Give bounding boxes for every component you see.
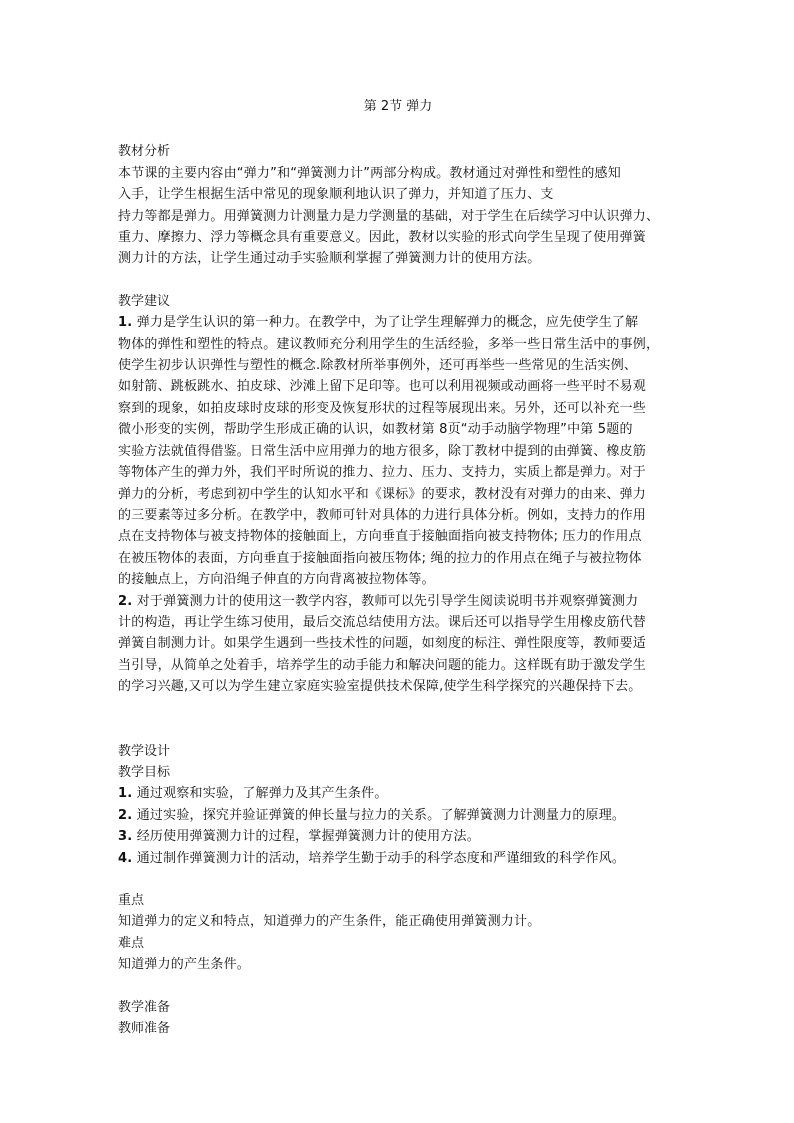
- suggestion-line: 如射箭、跳板跳水、拍皮球、沙滩上留下足印等。也可以利用视频或动画将一些平时不易观: [118, 379, 647, 395]
- objective-item: [118, 783, 678, 804]
- teacher-preparation-heading: 教师准备: [118, 1021, 171, 1037]
- objective-item: [118, 805, 678, 826]
- suggestion-line: 使学生初步认识弹性与塑性的概念.除教材所举事例外，还可再举些一些常见的生活实例、: [118, 358, 638, 374]
- suggestion-line: 弹簧自制测力计。如果学生遇到一些技术性的问题，如刻度的标注、弹性限度等，教师要适: [118, 636, 647, 652]
- objective-item: [118, 848, 678, 869]
- analysis-line: 入手，让学生根据生活中常见的现象顺利地认识了弹力，并知道了压力、支: [118, 187, 554, 203]
- item-number: 4.: [118, 850, 133, 866]
- suggestion-line: 物体的弹性和塑性的特点。建议教师充分利用学生的生活经验，多举一些日常生活中的事例，: [118, 336, 660, 352]
- suggestion-line: [118, 312, 678, 333]
- item-number: 2.: [118, 593, 133, 609]
- suggestion-line: 点在支持物体与被支持物体的接触面上，方向垂直于接触面指向被支持物体; 压力的作用点: [118, 529, 642, 545]
- item-number: 1.: [118, 315, 133, 331]
- difficulty-heading: 难点: [118, 935, 145, 951]
- analysis-line: 持力等都是弹力。用弹簧测力计测量力是力学测量的基础，对于学生在后续学习中认识弹力、: [118, 208, 660, 224]
- analysis-line: 重力、摩擦力、浮力等概念具有重要意义。因此，教材以实验的形式向学生呈现了使用弹簧: [118, 230, 647, 246]
- suggestion-item-2: [118, 591, 678, 698]
- difficulty-text: 知道弹力的产生条件。: [118, 957, 251, 973]
- objective-text: 通过实验，探究并验证弹簧的伸长量与拉力的关系。了解弹簧测力计测量力的原理。: [132, 807, 626, 823]
- suggestion-line: 当引导，从简单之处着手，培养学生的动手能力和解决问题的能力。这样既有助于激发学生: [118, 657, 647, 673]
- page-title: 第 2节 弹力: [363, 99, 433, 114]
- objectives-heading: 教学目标: [118, 764, 171, 780]
- suggestions-heading: 教学建议: [118, 293, 171, 309]
- item-number: 1.: [118, 786, 133, 802]
- suggestion-line: 微小形变的实例，帮助学生形成正确的认识，如教材第 8页“动手动脑学物理”中第 5题的: [118, 422, 633, 438]
- suggestion-text: 对于弹簧测力计的使用这一教学内容，教师可以先引导学生阅读说明书并观察弹簧测力: [132, 593, 639, 609]
- suggestion-line: 的三要素等过多分析。在教学中，教师可针对具体的力进行具体分析。例如，支持力的作用: [118, 507, 647, 523]
- analysis-line: 本节课的主要内容由“弹力”和“弹簧测力计”两部分构成。教材通过对弹性和塑性的感知: [118, 165, 621, 181]
- suggestion-line: 等物体产生的弹力外，我们平时所说的推力、拉力、压力、支持力，实质上都是弹力。对于: [118, 465, 647, 481]
- suggestion-line: 计的构造，再让学生练习使用，最后交流总结使用方法。课后还可以指导学生用橡皮筋代替: [118, 614, 647, 630]
- suggestion-line: 弹力的分析，考虑到初中学生的认知水平和《课标》的要求，教材没有对弹力的由来、弹力: [118, 486, 647, 502]
- item-number: 3.: [118, 829, 133, 845]
- suggestion-line: 的学习兴趣,又可以为学生建立家庭实验室提供技术保障,使学生科学探究的兴趣保持下去。: [118, 679, 642, 695]
- document-page: [118, 96, 678, 1039]
- suggestion-line: 的接触点上，方向沿绳子伸直的方向背离被拉物体等。: [118, 572, 435, 588]
- objective-list: [118, 783, 678, 869]
- item-number: 2.: [118, 807, 133, 823]
- suggestion-line: 在被压物体的表面，方向垂直于接触面指向被压物体; 绳的拉力的作用点在绳子与被拉物体: [118, 550, 642, 566]
- key-text: 知道弹力的定义和特点，知道弹力的产生条件，能正确使用弹簧测力计。: [118, 914, 541, 930]
- suggestion-line: 察到的现象，如拍皮球时皮球的形变及恢复形状的过程等展现出来。另外，还可以补充一些: [118, 400, 647, 416]
- key-heading: 重点: [118, 893, 145, 908]
- objective-text: 经历使用弹簧测力计的过程，掌握弹簧测力计的使用方法。: [132, 829, 480, 845]
- analysis-paragraph: [118, 163, 678, 270]
- design-heading: 教学设计: [118, 743, 171, 759]
- preparation-heading: 教学准备: [118, 999, 171, 1015]
- analysis-line: 测力计的方法，让学生通过动手实验顺利掌握了弹簧测力计的使用方法。: [118, 251, 541, 267]
- objective-text: 通过观察和实验，了解弹力及其产生条件。: [132, 786, 388, 802]
- suggestion-line: 实验方法就值得借鉴。日常生活中应用弹力的地方很多，除丁教材中提到的由弹簧、橡皮筋: [118, 443, 647, 459]
- analysis-heading: 教材分析: [118, 144, 171, 160]
- suggestion-text: 弹力是学生认识的第一种力。在教学中，为了让学生理解弹力的概念，应先使学生了解: [132, 315, 639, 331]
- objective-text: 通过制作弹簧测力计的活动，培养学生勤于动手的科学态度和严谨细致的科学作风。: [132, 850, 626, 866]
- suggestion-line: [118, 591, 678, 612]
- suggestion-item-1: [118, 312, 678, 590]
- objective-item: [118, 826, 678, 847]
